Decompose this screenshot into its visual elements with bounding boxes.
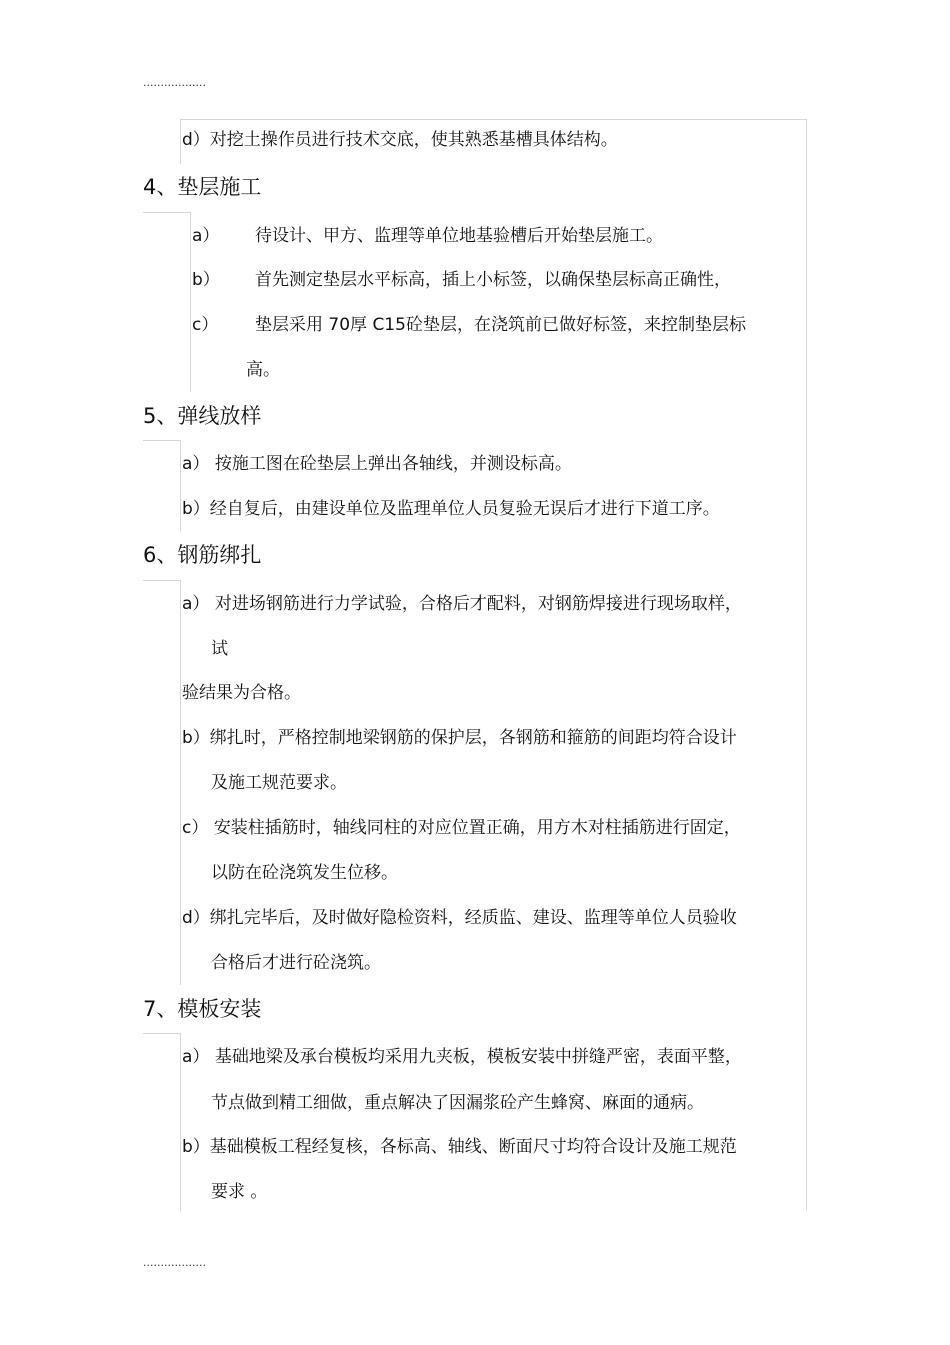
footer-dots: .................. xyxy=(143,1256,206,1269)
s7-a-line1: a） 基础地梁及承台模板均采用九夹板，模板安装中拼缝严密，表面平整， xyxy=(182,1047,742,1067)
s6-a-line1: a） 对进场钢筋进行力学试验，合格后才配料，对钢筋焊接进行现场取样， xyxy=(182,594,742,614)
s6-b-line2: 及施工规范要求。 xyxy=(211,773,347,793)
frame-step-4 xyxy=(143,212,191,213)
s6-c-line1: c） 安装柱插筋时，轴线同柱的对应位置正确，用方木对柱插筋进行固定， xyxy=(182,818,741,838)
item-3d: d）对挖土操作员进行技术交底，使其熟悉基槽具体结构。 xyxy=(182,130,618,150)
s6-c-line2: 以防在砼浇筑发生位移。 xyxy=(211,863,398,883)
frame-left-line-5 xyxy=(180,1033,181,1211)
section-7-title: 7、模板安装 xyxy=(143,997,262,1021)
frame-left-line-4 xyxy=(180,580,181,985)
s4-a-label: a） xyxy=(192,226,220,246)
s4-b-label: b） xyxy=(192,270,220,290)
frame-left-line-1 xyxy=(180,119,181,164)
s5-b: b）经自复后，由建设单位及监理单位人员复验无误后才进行下道工序。 xyxy=(182,499,720,519)
frame-step-6 xyxy=(143,580,181,581)
frame-top-line xyxy=(180,119,807,120)
header-dots: .................. xyxy=(143,76,206,89)
s6-a-line2: 试 xyxy=(211,639,228,659)
s4-c-text: 垫层采用 70厚 C15砼垫层，在浇筑前已做好标签，来控制垫层标 xyxy=(255,315,746,335)
frame-left-line-2 xyxy=(190,212,191,392)
s4-c-label: c） xyxy=(192,315,219,335)
s4-a-text: 待设计、甲方、监理等单位地基验槽后开始垫层施工。 xyxy=(255,226,663,246)
frame-right-line xyxy=(806,119,807,1211)
section-5-title: 5、弹线放样 xyxy=(143,404,262,428)
frame-step-7 xyxy=(143,1033,181,1034)
section-4-title: 4、垫层施工 xyxy=(143,175,262,199)
s6-d-line1: d）绑扎完毕后，及时做好隐检资料，经质监、建设、监理等单位人员验收 xyxy=(182,908,737,928)
s4-b-text: 首先测定垫层水平标高，插上小标签，以确保垫层标高正确性， xyxy=(255,270,731,290)
s7-b-line1: b）基础模板工程经复核，各标高、轴线、断面尺寸均符合设计及施工规范 xyxy=(182,1137,737,1157)
s5-a: a） 按施工图在砼垫层上弹出各轴线，并测设标高。 xyxy=(182,454,572,474)
s4-c-continuation: 高。 xyxy=(246,360,280,380)
s6-d-line2: 合格后才进行砼浇筑。 xyxy=(211,953,381,973)
frame-step-5 xyxy=(143,440,181,441)
s7-a-line2: 节点做到精工细做，重点解决了因漏浆砼产生蜂窝、麻面的通病。 xyxy=(211,1093,704,1113)
s7-b-line2: 要求 。 xyxy=(211,1182,268,1202)
s6-a-line3: 验结果为合格。 xyxy=(182,683,301,703)
frame-left-line-3 xyxy=(180,440,181,531)
section-6-title: 6、钢筋绑扎 xyxy=(143,543,262,567)
s6-b-line1: b）绑扎时，严格控制地梁钢筋的保护层，各钢筋和箍筋的间距均符合设计 xyxy=(182,728,737,748)
